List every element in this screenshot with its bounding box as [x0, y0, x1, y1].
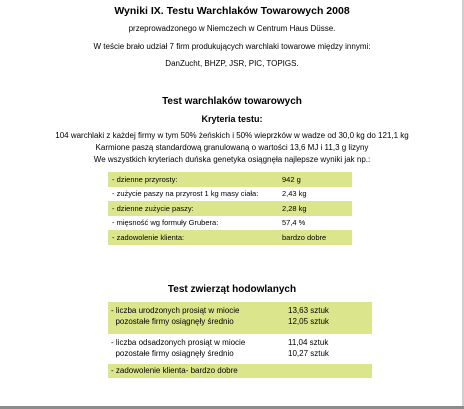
- criteria-line-1: 104 warchlaki z każdej firmy w tym 50% żeńskich i 50% wieprzków w wadze od 30,0 kg do 121,1 kg: [55, 131, 409, 140]
- result-label: - mięsność wg formuły Grubera:: [112, 218, 219, 228]
- result-label: - dzienne przyrosty:: [108, 172, 278, 187]
- result-label: - zadowolenie klienta:: [108, 230, 278, 245]
- breeding-block-born: [108, 302, 372, 335]
- table-row: [108, 172, 352, 187]
- item-value: 12,05 sztuk: [288, 317, 329, 326]
- section-heading-finishers: Test warchlaków towarowych: [162, 96, 302, 107]
- item-value: 13,63 sztuk: [288, 306, 329, 315]
- criteria-line-3: We wszystkich kryteriach duńska genetyka osiągnęła najlepsze wyniki jak np.:: [93, 155, 371, 164]
- list-item: [108, 305, 372, 316]
- intro-line-2: W teście brało udział 7 firm produkujących warchlaki towarowe między innymi:: [93, 42, 371, 51]
- result-value: 57,4 %: [282, 218, 306, 228]
- item-label: - zadowolenie klienta- bardzo dobre: [111, 366, 238, 375]
- intro-line-1: przeprowadzonego w Niemczech w Centrum Haus Düsse.: [128, 24, 336, 33]
- item-value: 10,27 sztuk: [288, 349, 329, 358]
- item-label: pozostałe firmy osiągnęły średnio: [111, 349, 234, 358]
- result-value: 2,43 kg: [282, 189, 307, 199]
- document-title: Wyniki IX. Testu Warchlaków Towarowych 2008: [114, 5, 350, 17]
- breeding-block-satisfaction: [108, 364, 372, 378]
- criteria-line-2: Karmione paszą standardową granulowaną o wartości 13,6 MJ i 11,3 g lizyny: [95, 143, 369, 152]
- list-item: [108, 337, 372, 348]
- result-value: 2,28 kg: [278, 201, 352, 216]
- criteria-heading: Kryteria testu:: [201, 114, 263, 124]
- results-table: [108, 172, 352, 245]
- table-row: [108, 201, 352, 216]
- item-label: - liczba urodzonych prosiąt w miocie: [111, 306, 240, 315]
- section-heading-breeding: Test zwierząt hodowlanych: [167, 284, 297, 295]
- result-value: bardzo dobre: [278, 230, 352, 245]
- list-item: [108, 364, 372, 378]
- list-item: [108, 316, 372, 327]
- result-label: - dzienne zużycie paszy:: [108, 201, 278, 216]
- item-value: 11,04 sztuk: [288, 338, 329, 347]
- table-row: [108, 216, 352, 231]
- breeding-block-weaned: [108, 334, 372, 364]
- list-item: [108, 348, 372, 359]
- item-label: pozostałe firmy osiągnęły średnio: [111, 317, 234, 326]
- result-label: - zużycie paszy na przyrost 1 kg masy ciała:: [112, 189, 259, 199]
- table-row: [108, 187, 352, 202]
- result-value: 942 g: [278, 172, 352, 187]
- intro-line-3: DanZucht, BHZP, JSR, PIC, TOPIGS.: [165, 59, 299, 68]
- table-row: [108, 230, 352, 245]
- item-label: - liczba odsadzonych prosiąt w miocie: [111, 338, 246, 347]
